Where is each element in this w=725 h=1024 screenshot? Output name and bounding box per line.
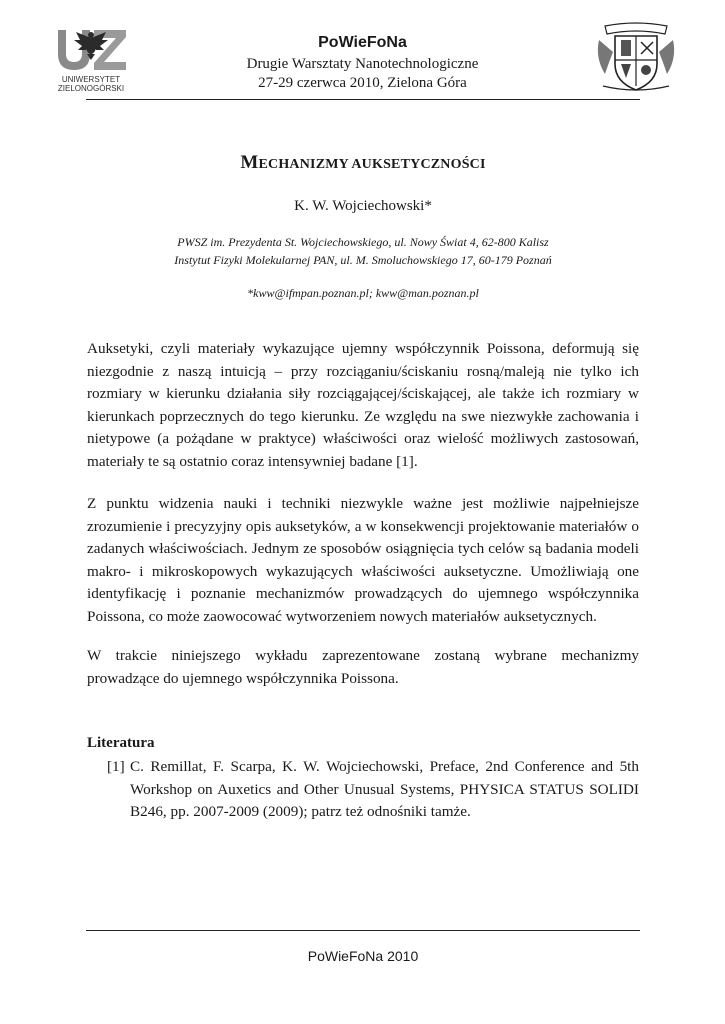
university-logo-icon	[52, 24, 130, 94]
affiliation-1: PWSZ im. Prezydenta St. Wojciechowskiego, ul. Nowy Świat 4, 62-800 Kalisz	[177, 235, 549, 249]
conference-date-place: 27-29 czerwca 2010, Zielona Góra	[258, 75, 467, 91]
author-name: K. W. Wojciechowski*	[294, 198, 432, 214]
paragraph-1: Auksetyki, czyli materiały wykazujące ujemny współczynnik Poissona, deformują się niezgodnie z naszą intuicją – przy rozciąganiu/ściskaniu rosną/maleją nie tylko ich rozmiary w kierunku działania siły rozciągającej/ściskającej, ale także ich rozmiary w kierunkach poprzecznych do tego kierunku. Ze względu na swe niezwykłe zachowania i nietypowe (a pożądane w praktyce) właściwości oraz wielość możliwych zastosowań, materiały te są ostatnio coraz intensywniej badane [1].	[87, 340, 639, 470]
footer-divider	[86, 930, 640, 931]
article-title	[86, 152, 640, 174]
reference-number: [1]	[107, 758, 125, 775]
author-emails: *kww@ifmpan.poznan.pl; kww@man.poznan.pl	[247, 286, 479, 300]
article-title-rest: ECHANIZMY AUKSETYCZNOŚCI	[258, 157, 486, 172]
svg-text:UNIWERSYTET: UNIWERSYTET	[61, 75, 121, 84]
reference-text: C. Remillat, F. Scarpa, K. W. Wojciechowski, Preface, 2nd Conference and 5th Workshop on Auxetics and Other Unusual Systems, PHYSICA STATUS SOLIDI B246, pp. 2007-2009 (2009); patrz też odnośniki tamże.	[130, 758, 639, 821]
paragraph-3: W trakcie niniejszego wykładu zaprezentowane zostaną wybrane mechanizmy prowadzące do ujemnego współczynnika Poissona.	[87, 647, 639, 687]
article-title-initial: M	[240, 152, 259, 173]
paragraph-2: Z punktu widzenia nauki i techniki niezwykle ważne jest możliwie najpełniejsze zrozumienie i precyzyjny opis auksetyków, a w konsekwencji projektowanie materiałów o zadanych właściwościach. Jednym ze sposobów osiągnięcia tych celów są badania modeli makro- i mikroskopowych wykazujących właściwości auksetyczne. Umożliwiają one identyfikację i poznanie mechanizmów prowadzących do ujemnego współczynnika Poissona, co może zaowocować wytworzeniem nowych materiałów auksetycznych.	[87, 495, 639, 625]
conference-subtitle: Drugie Warsztaty Nanotechnologiczne	[246, 56, 479, 72]
literature-heading: Literatura	[87, 735, 155, 751]
technical-university-crest-icon	[593, 22, 679, 94]
reference-item	[107, 756, 639, 824]
footer-text: PoWieFoNa 2010	[307, 948, 419, 964]
conference-name: PoWieFoNa	[318, 34, 407, 51]
svg-text:ZIELONOGÓRSKI: ZIELONOGÓRSKI	[57, 84, 125, 93]
affiliation-2: Instytut Fizyki Molekularnej PAN, ul. M. Smoluchowskiego 17, 60-179 Poznań	[174, 253, 552, 267]
header-divider	[86, 99, 640, 100]
